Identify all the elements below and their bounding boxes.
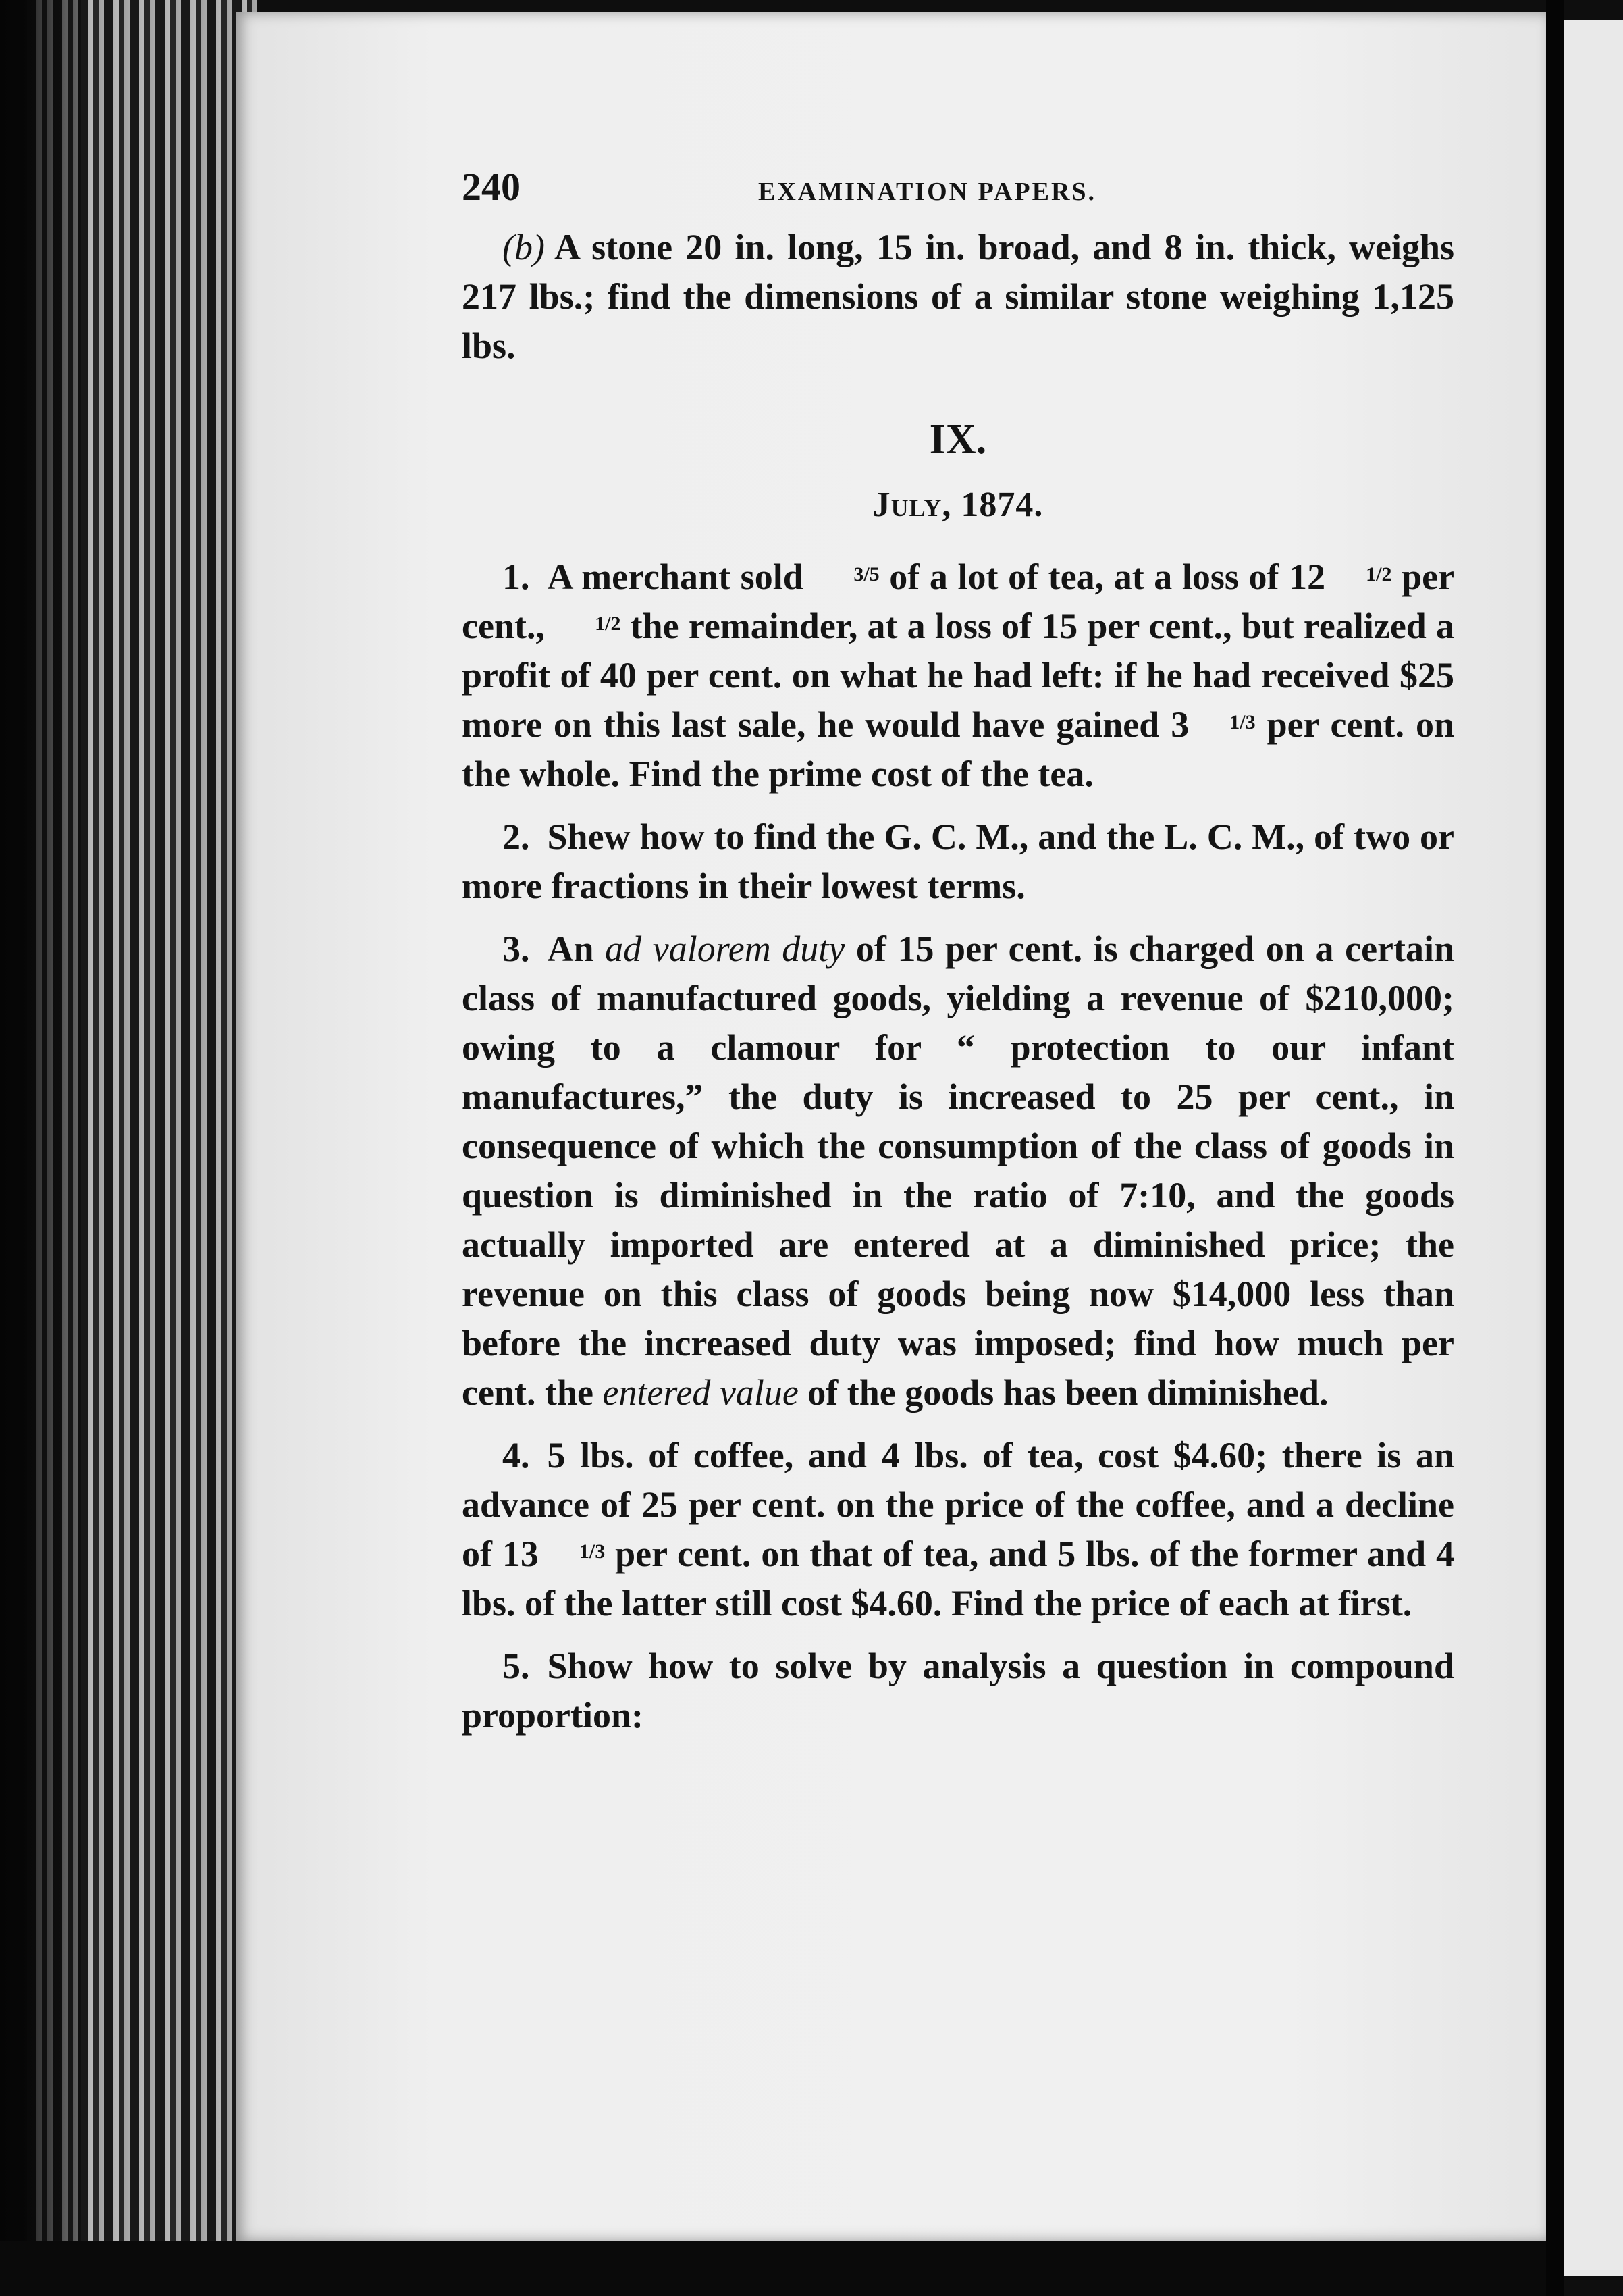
book-gutter — [1546, 0, 1564, 2296]
question-text: of the goods has been diminished. — [807, 1372, 1329, 1413]
fraction: 1/2 — [595, 612, 621, 635]
question-text: An — [547, 929, 594, 969]
question-text: per cent. on that of tea, and 5 lbs. of the former and 4 lbs. of the latter still cost $4.60. Find the price of each at first. — [462, 1534, 1455, 1623]
question-5 — [462, 1642, 1454, 1740]
exam-date: July, 1874. — [872, 486, 1044, 524]
section-heading: IX. — [929, 417, 987, 463]
question-number: 3. — [502, 929, 530, 969]
carryover-text: A stone 20 in. long, 15 in. broad, and 8 in. thick, weighs 217 lbs.; find the dimensions of a similar stone weighing 1,125 lbs. — [462, 227, 1454, 366]
book-shadow — [0, 0, 81, 2296]
question-label-b: (b) — [502, 227, 545, 267]
carryover-question — [462, 223, 1454, 371]
question-2 — [462, 812, 1454, 911]
running-head — [462, 162, 1454, 223]
page-text — [462, 162, 1454, 1740]
question-number: 4. — [502, 1435, 530, 1476]
fraction: 1/3 — [579, 1540, 606, 1563]
fraction: 3/5 — [853, 563, 880, 585]
fraction: 1/2 — [1366, 563, 1392, 585]
question-text: of 15 per cent. is charged on a certain class of manufactured goods, yielding a revenue of $210,000; owing to a clamour for “ protection to our infant manufactures,” the duty is increased to 25 per cent., in consequence of which the consumption of the class of goods in question is diminished in the ratio of 7:10, and the goods actually imported are entered at a diminished price; the revenue on this class of goods being now $14,000 less than before the increased duty was imposed; find how much per cent. the — [462, 929, 1455, 1413]
facing-page-edge — [1564, 20, 1623, 2276]
question-text: per cent., — [462, 556, 1455, 646]
question-4 — [462, 1431, 1454, 1628]
question-text: per cent. on the whole. Find the prime cost of the tea. — [462, 704, 1454, 794]
question-text: Shew how to find the G. C. M., and the L. C. M., of two or more fractions in their lowest terms. — [462, 816, 1454, 906]
page-number: 240 — [462, 165, 521, 209]
question-text: 5 lbs. of coffee, and 4 lbs. of tea, cost $4.60; there is an advance of 25 per cent. on the price of the coffee, and a decline of 13 — [462, 1435, 1454, 1574]
running-head-title: EXAMINATION PAPERS. — [758, 178, 1097, 206]
question-number: 1. — [502, 556, 530, 597]
fraction: 1/3 — [1229, 711, 1256, 733]
question-text: of a lot of tea, at a loss of 12 — [889, 556, 1326, 597]
scan-bottom-border — [0, 2241, 1546, 2296]
question-text: the remainder, at a loss of 15 per cent., but realized a profit of 40 per cent. on what he had left: if he had received $25 more on this last sale, he would have gained 3 — [462, 606, 1455, 745]
italic-term: entered value — [602, 1372, 799, 1413]
question-number: 2. — [502, 816, 530, 857]
italic-term: ad valorem duty — [605, 929, 845, 969]
question-3 — [462, 924, 1454, 1417]
question-text: A merchant sold — [547, 556, 803, 597]
question-text: Show how to solve by analysis a question in compound proportion: — [462, 1646, 1454, 1736]
question-1 — [462, 552, 1454, 799]
question-number: 5. — [502, 1646, 530, 1686]
